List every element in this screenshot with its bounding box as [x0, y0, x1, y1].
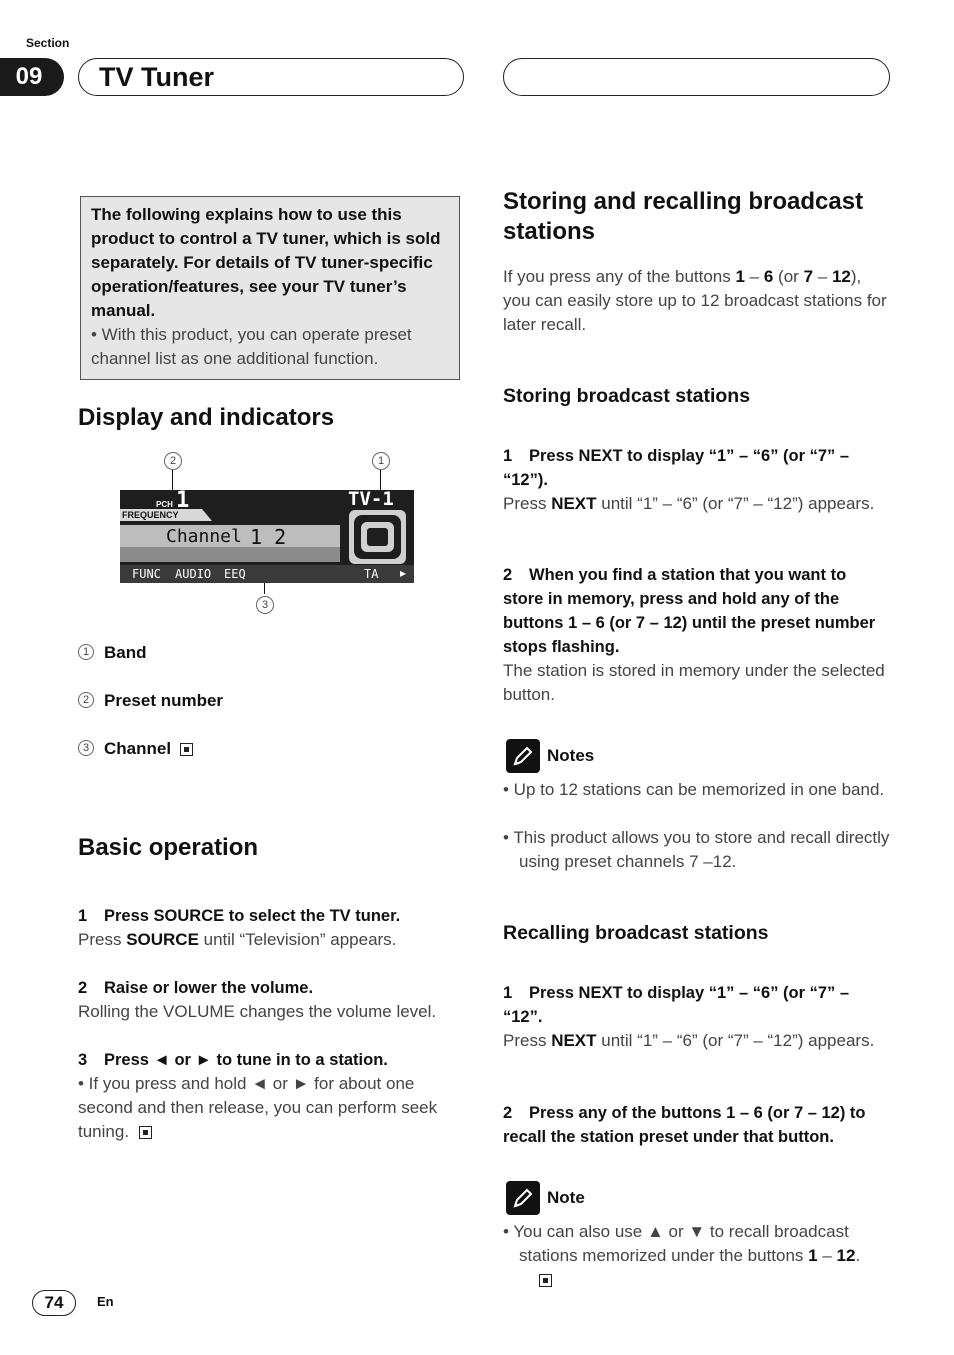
notes-title: Notes: [547, 746, 595, 765]
lcd-arrow-icon: ▸: [400, 566, 407, 580]
body-text: until “1” – “6” (or “7” – “12”) appears.: [596, 494, 875, 513]
basic-step-3-body: [78, 1072, 463, 1144]
step-text: Press: [104, 907, 154, 925]
lcd-band: TV-1: [348, 488, 394, 510]
lcd-menu-audio: AUDIO: [175, 567, 212, 581]
step-number: 1: [503, 984, 513, 1002]
next-key: NEXT: [551, 494, 597, 513]
basic-step-2-body: Rolling the VOLUME changes the volume level.: [78, 1002, 437, 1021]
key-1: 1: [808, 1246, 818, 1265]
storing-step-2-body: The station is stored in memory under the selected button.: [503, 661, 885, 704]
legend-channel: [78, 739, 193, 759]
step-number: 2: [78, 979, 88, 997]
next-key: NEXT: [551, 1031, 597, 1050]
source-key: SOURCE: [126, 930, 199, 949]
lcd-display-illustration: [120, 490, 414, 583]
body-text: –: [817, 1246, 837, 1265]
end-mark-icon: [539, 1274, 552, 1287]
pencil-icon: [511, 1186, 535, 1210]
legend-label: Preset number: [104, 691, 224, 710]
storing-heading: Storing and recalling broadcast stations: [503, 188, 864, 245]
body-text: If you press any of the buttons: [503, 267, 736, 286]
body-text: until “1” – “6” (or “7” – “12”) appears.: [596, 1031, 875, 1050]
step-number: 2: [503, 1104, 513, 1122]
legend-preset: [78, 691, 223, 711]
recalling-step-2: [503, 1101, 888, 1149]
legend-label: Channel: [104, 739, 172, 758]
step-text: Press any of the buttons 1 – 6 (or 7 – 12) to recall the station preset under that button.: [503, 1104, 866, 1146]
key-1: 1: [735, 267, 745, 286]
next-key: NEXT: [578, 447, 623, 465]
key-6: 6: [763, 267, 774, 286]
step-text: Press ◄ or ► to tune in to a station.: [104, 1051, 388, 1069]
lcd-channel-value: 1 2: [250, 525, 287, 549]
lcd-menu-ta: TA: [364, 567, 379, 581]
lcd-menu-func: FUNC: [132, 567, 161, 581]
legend-label: Band: [104, 643, 147, 662]
key-12: 12: [836, 1246, 856, 1265]
basic-step-3: [78, 1048, 468, 1072]
callout-2: 2: [164, 452, 182, 470]
next-key: NEXT: [578, 984, 623, 1002]
storing-intro: [503, 265, 888, 337]
callout-1: 1: [372, 452, 390, 470]
body-text: .: [855, 1246, 861, 1265]
page-title-text: TV Tuner: [99, 61, 215, 92]
key-12: 12: [831, 267, 851, 286]
step-text: Press: [529, 447, 579, 465]
language-label: En: [97, 1294, 114, 1309]
recalling-subheading: Recalling broadcast stations: [503, 922, 769, 944]
storing-step-2: [503, 563, 888, 659]
body-text: • You can also use ▲ or ▼ to recall broadcast stations memorized under the buttons: [503, 1222, 849, 1265]
basic-step-2: [78, 976, 468, 1000]
step-text: to select the TV tuner.: [224, 907, 401, 925]
step-text: to display “1” – “6” (or “7” – “12”.: [503, 984, 850, 1026]
section-label: Section: [26, 36, 70, 50]
body-text: until “Television” appears.: [198, 930, 397, 949]
step-text: Raise or lower the volume.: [104, 979, 314, 997]
intro-bullet-text: • With this product, you can operate preset channel list as one additional function.: [91, 325, 412, 368]
lcd-frequency: FREQUENCY: [122, 510, 179, 520]
step-number: 3: [78, 1051, 88, 1069]
header-right-frame: [503, 58, 890, 96]
basic-step-1: [78, 904, 468, 928]
note-item: • This product allows you to store and recall directly using preset channels 7 –12.: [503, 828, 890, 871]
legend-number: 3: [78, 740, 94, 756]
step-number: 2: [503, 566, 513, 584]
storing-subheading: Storing broadcast stations: [503, 385, 751, 407]
storing-step-1: [503, 444, 888, 492]
body-text: Press: [78, 930, 127, 949]
section-number-badge: 09: [0, 58, 64, 96]
legend-number: 2: [78, 692, 94, 708]
page-title: [78, 58, 464, 96]
step-number: 1: [78, 907, 88, 925]
display-heading: Display and indicators: [78, 404, 335, 431]
end-mark-icon: [139, 1126, 152, 1139]
note-pencil-icon: [506, 1181, 540, 1215]
key-7: 7: [803, 267, 814, 286]
lcd-preset-number: 1: [176, 488, 190, 513]
note-title: Note: [547, 1188, 585, 1207]
storing-step-1-body: [503, 492, 888, 516]
body-text: –: [744, 267, 764, 286]
body-text: (or: [773, 267, 804, 286]
notes-pencil-icon: [506, 739, 540, 773]
page-number: 74: [32, 1290, 76, 1316]
recalling-step-1: [503, 981, 888, 1029]
callout-3: 3: [256, 596, 274, 614]
legend-number: 1: [78, 644, 94, 660]
step-text: Press: [529, 984, 579, 1002]
source-key: SOURCE: [153, 907, 225, 925]
body-text: Press: [503, 494, 552, 513]
body-text: –: [813, 267, 832, 286]
legend-band: [78, 643, 147, 663]
lcd-menu-eeq: EEQ: [224, 567, 246, 581]
end-mark-icon: [180, 743, 193, 756]
recalling-step-1-body: [503, 1029, 888, 1053]
pencil-icon: [511, 744, 535, 768]
lcd-channel-label: Channel: [166, 526, 242, 547]
step-text: to display “1” – “6” (or “7” – “12”).: [503, 447, 850, 489]
basic-step-1-body: [78, 928, 468, 952]
step-number: 1: [503, 447, 513, 465]
basic-heading: Basic operation: [78, 834, 259, 861]
note-item: [503, 1220, 904, 1292]
intro-bold-text: The following explains how to use this product to control a TV tuner, which is sold separately. For details of TV tuner-specific operation/features, see your TV tuner’s manual.: [91, 205, 441, 320]
note-item: • Up to 12 stations can be memorized in one band.: [503, 780, 885, 799]
body-text: • If you press and hold ◄ or ► for about one second and then release, you can perform seek tuning.: [78, 1074, 438, 1141]
step-text: When you find a station that you want to store in memory, press and hold any of the buttons 1 – 6 (or 7 – 12) until the preset number stops flashing.: [503, 566, 876, 656]
intro-box: [80, 196, 460, 380]
lcd-pch: PCH: [156, 500, 173, 509]
body-text: Press: [503, 1031, 552, 1050]
body-text: ), you can easily store up to 12 broadcast stations for later recall.: [503, 267, 887, 334]
